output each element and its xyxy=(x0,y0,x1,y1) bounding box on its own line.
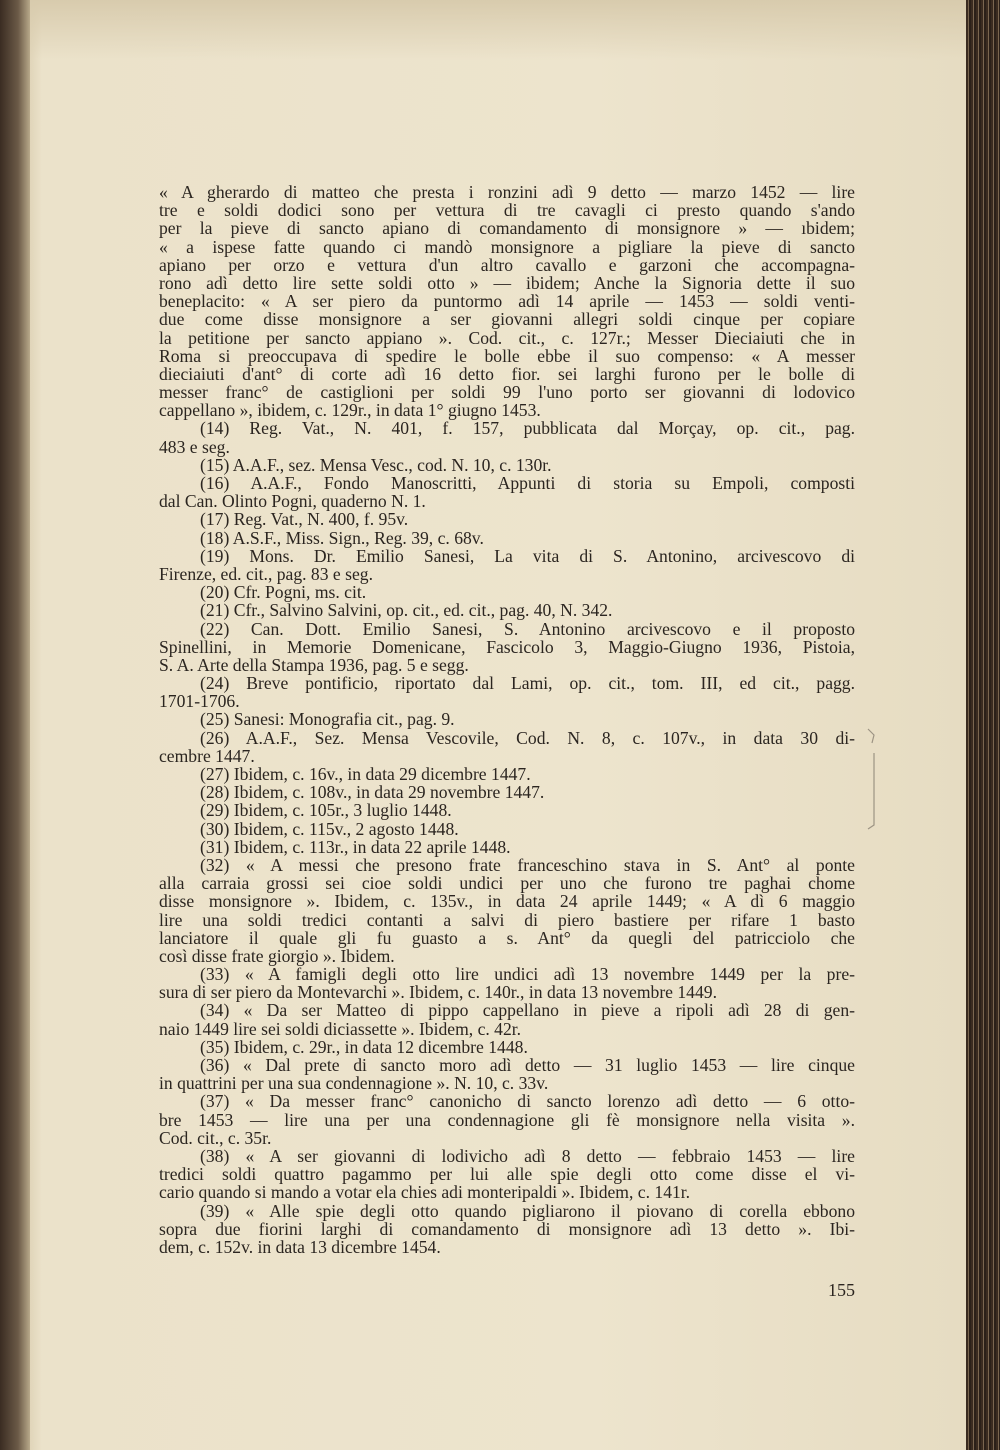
text-line: alla carraia grossi sei cioe soldi undici per uno che furono tre paghai chome xyxy=(159,873,855,894)
text-line: « a ispese fatte quando ci mandò monsignore a pigliare la pieve di sancto xyxy=(159,236,855,257)
footnotes-body xyxy=(159,183,855,1256)
text-line: (39) « Alle spie degli otto quando pigliarono il piovano di corella ebbono xyxy=(200,1200,855,1221)
text-line: (15) A.A.F., sez. Mensa Vesc., cod. N. 10, c. 130r. xyxy=(200,454,552,475)
text-line: tre e soldi dodici sono per vettura di tre cavagli ci presto quando s'ando xyxy=(159,200,855,221)
text-line: (20) Cfr. Pogni, ms. cit. xyxy=(200,582,367,603)
text-line: (19) Mons. Dr. Emilio Sanesi, La vita di S. Antonino, arcivescovo di xyxy=(200,545,855,566)
footnote xyxy=(159,419,855,455)
text-line: sura di ser piero da Montevarchi ». Ibidem, c. 140r., in data 13 novembre 1449. xyxy=(159,982,717,1003)
text-line: Spinellini, in Memorie Domenicane, Fascicolo 3, Maggio-Giugno 1936, Pistoia, xyxy=(159,636,855,657)
text-line: apiano per orzo e vettura d'un altro cavallo e garzoni che accompagna- xyxy=(159,254,855,275)
text-line: 1701-1706. xyxy=(159,691,240,712)
footnote xyxy=(159,783,855,801)
footnote xyxy=(159,1056,855,1092)
text-line: rono adì detto lire sette soldi otto » — ibidem; Anche la Signoria dette il suo xyxy=(159,272,855,293)
text-line: (17) Reg. Vat., N. 400, f. 95v. xyxy=(200,509,409,530)
footnote xyxy=(159,674,855,710)
text-line: (22) Can. Dott. Emilio Sanesi, S. Antonino arcivescovo e il proposto xyxy=(200,618,855,639)
text-line: Firenze, ed. cit., pag. 83 e seg. xyxy=(159,563,373,584)
text-line: cario quando si mando a votar ela chies adi monteripaldi ». Ibidem, c. 141r. xyxy=(159,1182,691,1203)
text-line: cembre 1447. xyxy=(159,745,255,766)
text-line: (36) « Dal prete di sancto moro adì detto — 31 luglio 1453 — lire cinque xyxy=(200,1055,855,1075)
text-line: (33) « A famigli degli otto lire undici adì 13 novembre 1449 per la pre- xyxy=(200,964,855,985)
text-line: sopra due fiorini larghi di comandamento di monsignore adì 13 detto ». Ibi- xyxy=(159,1218,855,1239)
note-continuation xyxy=(159,183,855,419)
text-line: (32) « A messi che presono frate franceschino stava in S. Ant° al ponte xyxy=(200,854,855,875)
text-line: dem, c. 152v. in data 13 dicembre 1454. xyxy=(159,1236,441,1257)
footnote xyxy=(159,710,855,728)
footnote xyxy=(159,765,855,783)
text-line: tredici soldi quattro pagammo per lui alle spie degli otto come disse el vi- xyxy=(159,1164,855,1185)
footnote xyxy=(159,1001,855,1037)
footnote xyxy=(159,474,855,510)
footnote xyxy=(159,965,855,1001)
footnote xyxy=(159,1038,855,1056)
text-line: (30) Ibidem, c. 115v., 2 agosto 1448. xyxy=(200,818,459,839)
text-line: (29) Ibidem, c. 105r., 3 luglio 1448. xyxy=(200,800,452,821)
footnote xyxy=(159,838,855,856)
book-binding xyxy=(0,0,30,1450)
page-edges xyxy=(966,0,1000,1450)
text-line: (35) Ibidem, c. 29r., in data 12 dicembre 1448. xyxy=(200,1036,528,1057)
footnote xyxy=(159,1202,855,1257)
footnote xyxy=(159,856,855,965)
text-line: la petitione per sancto appiano ». Cod. cit., c. 127r.; Messer Dieciaiuti che in xyxy=(159,327,855,348)
text-line: Cod. cit., c. 35r. xyxy=(159,1127,272,1148)
text-line: naio 1449 lire sei soldi diciassette ». Ibidem, c. 42r. xyxy=(159,1018,522,1039)
text-line: S. A. Arte della Stampa 1936, pag. 5 e segg. xyxy=(159,654,469,675)
text-line: (27) Ibidem, c. 16v., in data 29 dicembre 1447. xyxy=(200,764,531,784)
footnote xyxy=(159,583,855,601)
text-line: (34) « Da ser Matteo di pippo cappellano in pieve a ripoli adì 28 di gen- xyxy=(200,1000,855,1021)
footnote xyxy=(159,801,855,819)
footnote xyxy=(159,601,855,619)
footnote xyxy=(159,510,855,528)
text-line: (28) Ibidem, c. 108v., in data 29 novembre 1447. xyxy=(200,782,545,803)
text-line: (18) A.S.F., Miss. Sign., Reg. 39, c. 68v. xyxy=(200,527,484,548)
text-line: in quattrini per una sua condennagione ». N. 10, c. 33v. xyxy=(159,1073,549,1094)
text-line: dieciaiuti d'ant° di corte adì 16 detto fior. sei larghi furono per le bolle di xyxy=(159,363,855,384)
footnote xyxy=(159,620,855,675)
page-number: 155 xyxy=(828,1280,855,1300)
footnote xyxy=(159,1147,855,1202)
pencil-margin-bracket-icon xyxy=(864,725,894,835)
text-line: 483 e seg. xyxy=(159,436,230,457)
footnote xyxy=(159,547,855,583)
text-line: cappellano », ibidem, c. 129r., in data 1° giugno 1453. xyxy=(159,400,541,421)
text-line: messer franc° de castiglioni per soldi 99 l'uno porto ser giovanni di lodovico xyxy=(159,382,855,403)
text-line: (38) « A ser giovanni di lodivicho adì 8 detto — febbraio 1453 — lire xyxy=(200,1145,855,1166)
text-line: così disse frate giorgio ». Ibidem. xyxy=(159,945,395,966)
text-line: (25) Sanesi: Monografia cit., pag. 9. xyxy=(200,709,455,730)
text-line: due come disse monsignore a ser giovanni allegri soldi cinque per copiare xyxy=(159,309,855,330)
text-line: bre 1453 — lire una per una condennagione gli fè monsignore nella visita ». xyxy=(159,1109,855,1130)
text-line: (14) Reg. Vat., N. 401, f. 157, pubblicata dal Morçay, op. cit., pag. xyxy=(200,418,855,439)
text-line: dal Can. Olinto Pogni, quaderno N. 1. xyxy=(159,491,426,512)
book-page xyxy=(22,0,972,1450)
footnote xyxy=(159,456,855,474)
text-line: (37) « Da messer franc° canonicho di sancto lorenzo adì detto — 6 otto- xyxy=(200,1091,855,1112)
text-line: disse monsignore ». Ibidem, c. 135v., in data 24 aprile 1449; « A dì 6 maggio xyxy=(159,891,855,912)
footnote xyxy=(159,1092,855,1147)
text-line: per la pieve di sancto apiano di comandamento di monsignore » — ıbidem; xyxy=(159,218,855,239)
text-line: (26) A.A.F., Sez. Mensa Vescovile, Cod. N. 8, c. 107v., in data 30 di- xyxy=(200,727,855,748)
text-line: (16) A.A.F., Fondo Manoscritti, Appunti di storia su Empoli, composti xyxy=(200,473,855,493)
text-line: (21) Cfr., Salvino Salvini, op. cit., ed. cit., pag. 40, N. 342. xyxy=(200,600,613,621)
text-line: beneplacito: « A ser piero da puntormo adì 14 aprile — 1453 — soldi venti- xyxy=(159,291,855,312)
text-line: lanciatore il quale gli fu guasto a s. Ant° da quegli del patricciolo che xyxy=(159,927,855,948)
text-line: Roma si preoccupava di spedire le bolle ebbe il suo compenso: « A messer xyxy=(159,345,855,366)
footnote xyxy=(159,820,855,838)
text-line: lire una soldi tredici contanti a salvi di piero bastiere per rifare 1 basto xyxy=(159,909,855,930)
text-line: « A gherardo di matteo che presta i ronzini adì 9 detto — marzo 1452 — lire xyxy=(159,182,855,202)
text-line: (31) Ibidem, c. 113r., in data 22 aprile 1448. xyxy=(200,836,511,857)
footnote xyxy=(159,529,855,547)
text-line: (24) Breve pontificio, riportato dal Lami, op. cit., tom. III, ed cit., pagg. xyxy=(200,673,855,694)
footnote xyxy=(159,729,855,765)
